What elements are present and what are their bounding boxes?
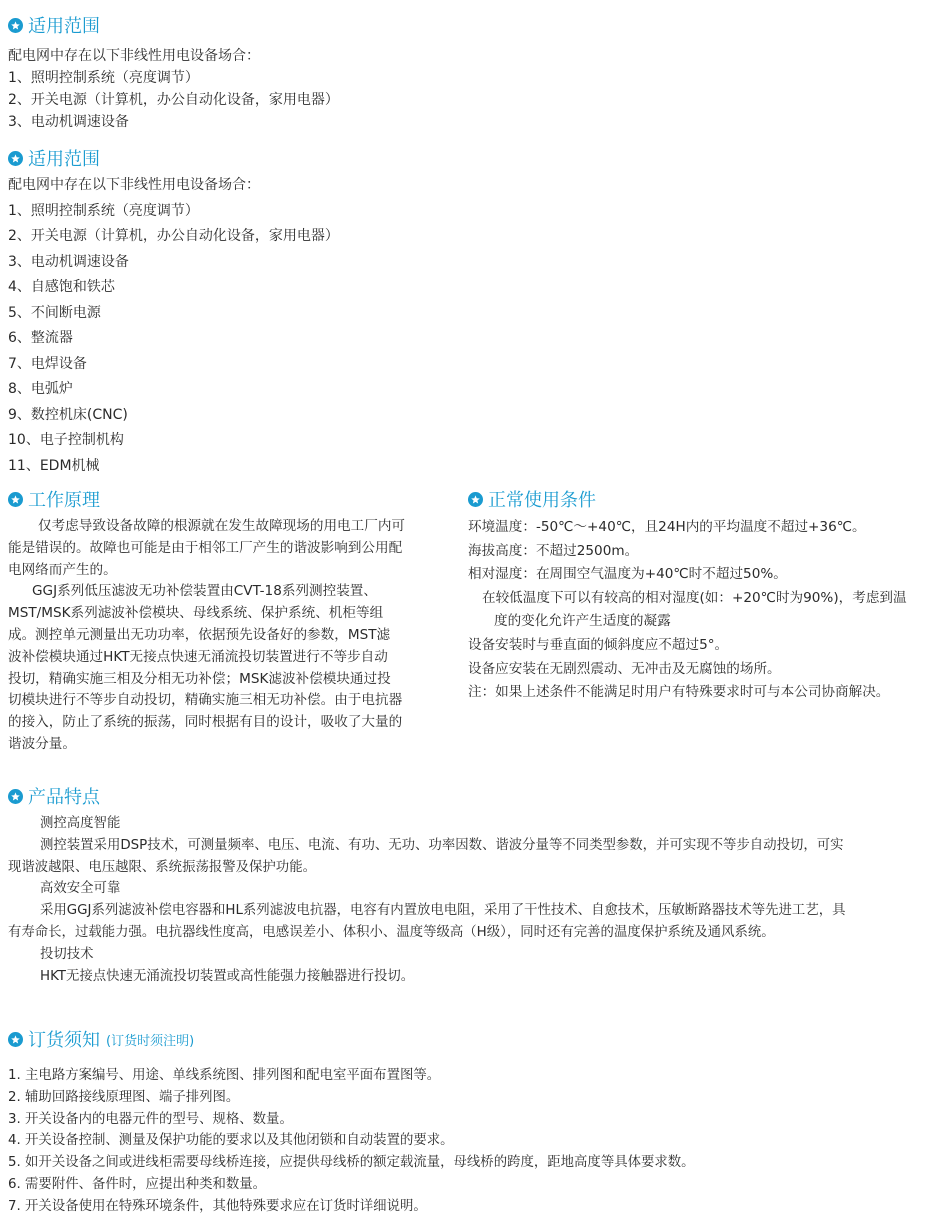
section-ordering bbox=[8, 1026, 932, 1218]
section-intro: 配电网中存在以下非线性用电设备场合： bbox=[8, 48, 260, 64]
order-item: 4. 开关设备控制、测量及保护功能的要求以及其他闭锁和自动装置的要求。 bbox=[8, 1133, 454, 1149]
section-principle bbox=[8, 486, 440, 756]
paragraph-line: 投切，精确实施三相及分相无功补偿；MSK滤波补偿模块通过投 bbox=[8, 670, 391, 687]
list-item: 1、照明控制系统（亮度调节） bbox=[8, 202, 199, 219]
star-circle-icon bbox=[8, 492, 23, 507]
section-scope-1 bbox=[8, 12, 908, 133]
feature-body: HKT无接点快速无涌流投切装置或高性能强力接触器进行投切。 bbox=[40, 968, 415, 984]
list-item: 6、整流器 bbox=[8, 330, 73, 346]
list-item: 9、数控机床(CNC) bbox=[8, 406, 128, 423]
feature-body: 有寿命长，过载能力强。电抗器线性度高，电感误差小、体积小、温度等级高（H级），同时还有完善的温度保护系统及通风系统。 bbox=[8, 924, 775, 940]
paragraph-line: 波补偿模块通过HKT无接点快速无涌流投切装置进行不等步自动 bbox=[8, 648, 388, 665]
list-item: 3、电动机调速设备 bbox=[8, 114, 129, 130]
section-title: 订货须知 bbox=[28, 1030, 100, 1051]
condition-line: 设备安装时与垂直面的倾斜度应不超过5°。 bbox=[468, 636, 729, 653]
order-item: 1. 主电路方案编号、用途、单线系统图、排列图和配电室平面布置图等。 bbox=[8, 1068, 441, 1083]
star-circle-icon bbox=[8, 18, 23, 33]
section-intro: 配电网中存在以下非线性用电设备场合： bbox=[8, 177, 260, 193]
star-circle-icon bbox=[8, 151, 23, 166]
order-item: 6. 需要附件、备件时，应提出种类和数量。 bbox=[8, 1176, 267, 1192]
condition-line: 相对湿度：在周围空气温度为+40℃时不超过50%。 bbox=[468, 566, 787, 583]
section-heading bbox=[8, 12, 908, 38]
list-item: 2、开关电源（计算机，办公自动化设备，家用电器） bbox=[8, 228, 339, 244]
list-item: 3、电动机调速设备 bbox=[8, 253, 129, 270]
condition-line: 海拔高度：不超过2500m。 bbox=[468, 542, 639, 559]
condition-line: 度的变化允许产生适度的凝露 bbox=[494, 613, 671, 630]
list-item: 7、电焊设备 bbox=[8, 355, 87, 372]
section-heading bbox=[8, 145, 908, 171]
list-item: 11、EDM机械 bbox=[8, 457, 100, 474]
section-heading bbox=[8, 783, 932, 809]
section-title: 工作原理 bbox=[28, 490, 100, 511]
feature-body: 现谐波越限、电压越限、系统振荡报警及保护功能。 bbox=[8, 859, 316, 875]
section-title: 适用范围 bbox=[28, 149, 100, 170]
list-item: 8、电弧炉 bbox=[8, 381, 73, 397]
list-item: 1、照明控制系统（亮度调节） bbox=[8, 70, 199, 86]
section-heading bbox=[8, 1026, 932, 1052]
paragraph-line: 的接入，防止了系统的振荡，同时根据有目的设计，吸收了大量的 bbox=[8, 714, 403, 731]
order-item: 5. 如开关设备之间或进线柜需要母线桥连接，应提供母线桥的额定载流量，母线桥的跨度，距地高度等具体要求数。 bbox=[8, 1155, 695, 1171]
paragraph-line: GGJ系列低压滤波无功补偿装置由CVT-18系列测控装置、 bbox=[32, 583, 377, 600]
section-title: 适用范围 bbox=[28, 16, 100, 37]
order-item: 2. 辅助回路接线原理图、端子排列图。 bbox=[8, 1089, 240, 1105]
list-item: 10、电子控制机构 bbox=[8, 432, 124, 448]
condition-line: 设备应安装在无剧烈震动、无冲击及无腐蚀的场所。 bbox=[468, 660, 781, 677]
list-item: 5、不间断电源 bbox=[8, 304, 101, 321]
star-circle-icon bbox=[8, 789, 23, 804]
star-circle-icon bbox=[8, 1032, 23, 1047]
order-item: 7. 开关设备使用在特殊环境条件，其他特殊要求应在订货时详细说明。 bbox=[8, 1198, 427, 1214]
paragraph-line: 切模块进行不等步自动投切，精确实施三相无功补偿。由于电抗器 bbox=[8, 692, 403, 709]
order-item: 3. 开关设备内的电器元件的型号、规格、数量。 bbox=[8, 1111, 293, 1127]
paragraph-line: 能是错误的。故障也可能是由于相邻工厂产生的谐波影响到公用配 bbox=[8, 539, 403, 556]
star-circle-icon bbox=[468, 492, 483, 507]
section-features bbox=[8, 783, 932, 987]
list-item: 4、自感饱和铁芯 bbox=[8, 279, 115, 295]
section-conditions bbox=[468, 486, 930, 705]
paragraph-line: MST/MSK系列滤波补偿模块、母线系统、保护系统、机柜等组 bbox=[8, 605, 384, 622]
paragraph-line: 电网络而产生的。 bbox=[8, 561, 117, 578]
paragraph-line: 成。测控单元测量出无功功率，依据预先设备好的参数，MST滤 bbox=[8, 626, 391, 643]
paragraph-line: 谐波分量。 bbox=[8, 735, 76, 752]
condition-line: 注：如果上述条件不能满足时用户有特殊要求时可与本公司协商解决。 bbox=[468, 684, 890, 701]
section-note: (订货时须注明) bbox=[106, 1033, 195, 1049]
condition-line: 环境温度：-50℃～+40℃，且24H内的平均温度不超过+36℃。 bbox=[468, 519, 866, 535]
feature-title: 测控高度智能 bbox=[40, 816, 121, 831]
feature-title: 投切技术 bbox=[40, 946, 94, 962]
section-title: 产品特点 bbox=[28, 787, 100, 808]
feature-title: 高效安全可靠 bbox=[40, 881, 121, 897]
section-scope-2 bbox=[8, 145, 908, 479]
feature-body: 测控装置采用DSP技术，可测量频率、电压、电流、有功、无功、功率因数、谐波分量等不同类型参数，并可实现不等步自动投切，可实 bbox=[40, 837, 844, 853]
feature-body: 采用GGJ系列滤波补偿电容器和HL系列滤波电抗器，电容有内置放电电阻，采用了干性技术、自愈技术，压敏断路器技术等先进工艺，具 bbox=[40, 903, 846, 919]
list-item: 2、开关电源（计算机，办公自动化设备，家用电器） bbox=[8, 92, 339, 108]
condition-line: 在较低温度下可以有较高的相对湿度(如：+20℃时为90%)，考虑到温 bbox=[482, 589, 907, 606]
section-title: 正常使用条件 bbox=[488, 490, 596, 511]
section-heading bbox=[468, 486, 930, 512]
section-heading bbox=[8, 486, 440, 512]
paragraph-line: 仅考虑导致设备故障的根源就在发生故障现场的用电工厂内可 bbox=[38, 518, 406, 534]
